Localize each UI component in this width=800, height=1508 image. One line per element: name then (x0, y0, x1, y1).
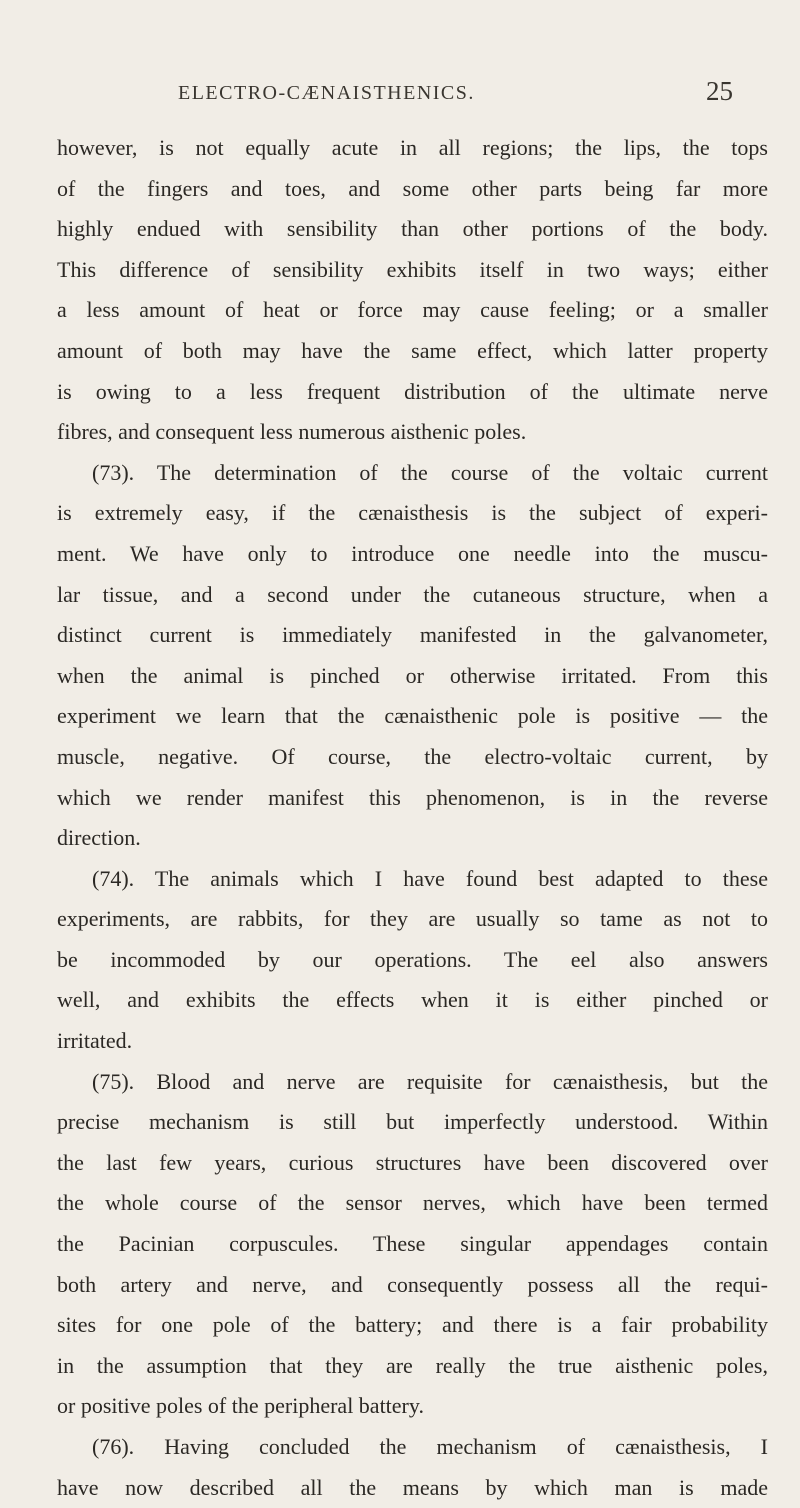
paragraph-73-start: (73). The determination of the course of the voltaic current (92, 459, 768, 485)
text-line: highly endued with sensibility than other portions of the body. (57, 216, 768, 242)
text-line: amount of both may have the same effect, which latter property (57, 337, 768, 363)
text-line: sites for one pole of the battery; and there is a fair probability (57, 1312, 768, 1338)
text-line: which we render manifest this phenomenon, is in the reverse (57, 784, 768, 810)
text-line: direction. (57, 825, 141, 851)
paragraph-75-start: (75). Blood and nerve are requisite for cænaisthesis, but the (92, 1068, 768, 1094)
text-line: a less amount of heat or force may cause feeling; or a smaller (57, 297, 768, 323)
text-line: of the fingers and toes, and some other parts being far more (57, 175, 768, 201)
text-line: fibres, and consequent less numerous aisthenic poles. (57, 419, 527, 445)
text-line: irritated. (57, 1028, 133, 1054)
text-line: both artery and nerve, and consequently possess all the requi- (57, 1271, 768, 1297)
text-line: be incommoded by our operations. The eel also answers (57, 946, 768, 972)
text-line: have now described all the means by which man is made (57, 1474, 768, 1500)
text-line: or positive poles of the peripheral battery. (57, 1393, 424, 1419)
text-line: lar tissue, and a second under the cutaneous structure, when a (57, 581, 768, 607)
text-line: however, is not equally acute in all regions; the lips, the tops (57, 135, 768, 160)
page-number: 25 (706, 76, 733, 106)
text-line: experiments, are rabbits, for they are usually so tame as not to (57, 906, 768, 932)
running-title: ELECTRO-CÆNAISTHENICS. (178, 82, 475, 104)
text-line: precise mechanism is still but imperfectly understood. Within (57, 1109, 768, 1135)
text-line: when the animal is pinched or otherwise irritated. From this (57, 662, 768, 688)
text-line: in the assumption that they are really the true aisthenic poles, (57, 1352, 768, 1378)
text-line: muscle, negative. Of course, the electro-voltaic current, by (57, 743, 768, 769)
paragraph-76-start: (76). Having concluded the mechanism of cænaisthesis, I (92, 1434, 768, 1459)
text-line: This difference of sensibility exhibits itself in two ways; either (57, 256, 768, 282)
text-line: the whole course of the sensor nerves, which have been termed (57, 1190, 768, 1216)
text-line: well, and exhibits the effects when it is either pinched or (57, 987, 768, 1013)
paragraph-74-start: (74). The animals which I have found best adapted to these (92, 865, 768, 891)
text-line: distinct current is immediately manifested in the galvanometer, (57, 622, 768, 648)
text-line: the Pacinian corpuscules. These singular appendages contain (57, 1231, 768, 1257)
text-line: ment. We have only to introduce one needle into the muscu- (57, 540, 768, 566)
text-line: is extremely easy, if the cænaisthesis is the subject of experi- (57, 500, 768, 526)
text-line: the last few years, curious structures have been discovered over (57, 1149, 768, 1175)
text-line: experiment we learn that the cænaisthenic pole is positive — the (57, 703, 768, 729)
text-line: is owing to a less frequent distribution of the ultimate nerve (57, 378, 768, 404)
body-text (57, 128, 768, 1508)
